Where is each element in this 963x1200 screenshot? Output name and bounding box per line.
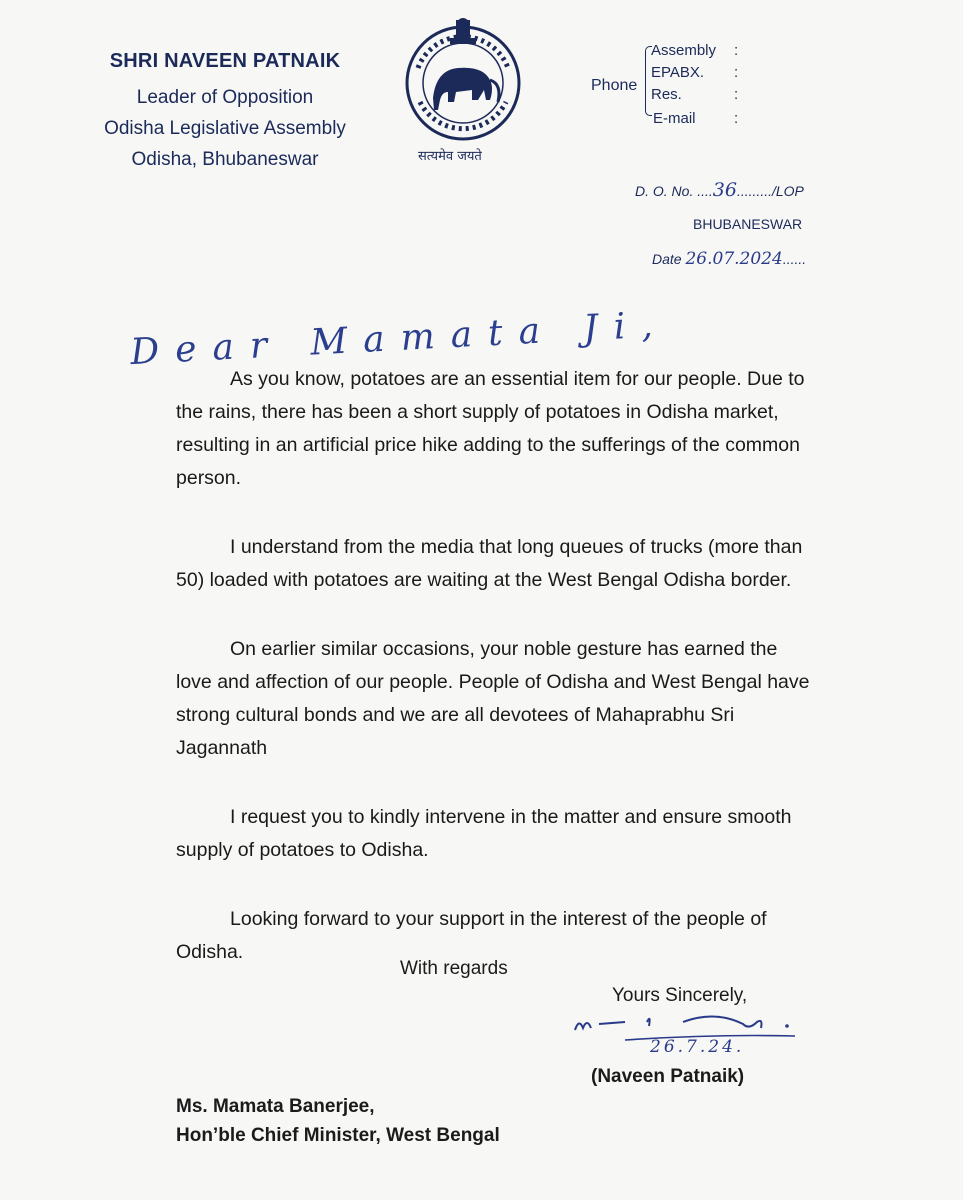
contact-row-label: EPABX.	[651, 64, 705, 81]
do-number-value: 36	[712, 179, 737, 201]
contact-row-colon: :	[734, 42, 739, 59]
paragraph: On earlier similar occasions, your noble gesture has earned the love and affection of our people. People of Odisha and West Bengal have strong cultural bonds and we are all devotees of Mahaprabhu Sri Jagannath	[176, 638, 810, 759]
date-value: 26.07.2024	[685, 249, 783, 269]
recipient-title: Hon’ble Chief Minister, West Bengal	[176, 1125, 500, 1146]
paragraph: Looking forward to your support in the interest of the people of Odisha.	[176, 908, 767, 963]
regards: With regards	[400, 958, 508, 979]
signatory-name: (Naveen Patnaik)	[591, 1066, 745, 1087]
do-number-suffix: ........./LOP	[736, 183, 804, 199]
sender-location: Odisha, Bhubaneswar	[131, 149, 319, 170]
date-suffix: ......	[782, 251, 807, 267]
sender-block	[85, 50, 365, 175]
sender-name: SHRI NAVEEN PATNAIK	[109, 50, 341, 72]
phone-label: Phone	[591, 77, 638, 94]
salutation: Dear Mamata Ji,	[129, 303, 670, 374]
recipient-block	[176, 1092, 500, 1150]
date-line	[652, 249, 806, 269]
contact-row-label: Res.	[651, 86, 682, 103]
contact-row-label: E-mail	[653, 110, 696, 127]
letter-body	[176, 363, 816, 1005]
recipient-name: Ms. Mamata Banerjee,	[176, 1096, 375, 1117]
contact-row-colon: :	[734, 110, 739, 127]
contact-row-colon: :	[734, 86, 739, 103]
paragraph: As you know, potatoes are an essential item for our people. Due to the rains, there has been a short supply of potatoes in Odisha market, resulting in an artificial price hike adding to the sufferings of the common person.	[176, 368, 805, 489]
contact-row-colon: :	[734, 64, 739, 81]
closing: Yours Sincerely,	[612, 985, 748, 1006]
paragraph: I request you to kindly intervene in the matter and ensure smooth supply of potatoes to Odisha.	[176, 806, 792, 861]
sender-office: Odisha Legislative Assembly	[104, 118, 346, 139]
emblem-motto: सत्यमेव जयते	[418, 149, 482, 164]
contact-row-label: Assembly	[651, 42, 717, 59]
handwritten-signature	[565, 1000, 815, 1070]
contact-block	[588, 40, 788, 140]
paragraph: I understand from the media that long queues of trucks (more than 50) loaded with potatoes are waiting at the West Bengal Odisha border.	[176, 536, 803, 591]
city-label: BHUBANESWAR	[693, 216, 803, 232]
do-number-prefix: D. O. No. ....	[635, 183, 713, 199]
signature-date: 26.7.24.	[650, 1037, 745, 1057]
date-label: Date	[652, 251, 682, 267]
sender-designation: Leader of Opposition	[136, 87, 314, 108]
do-number-line	[635, 179, 804, 201]
